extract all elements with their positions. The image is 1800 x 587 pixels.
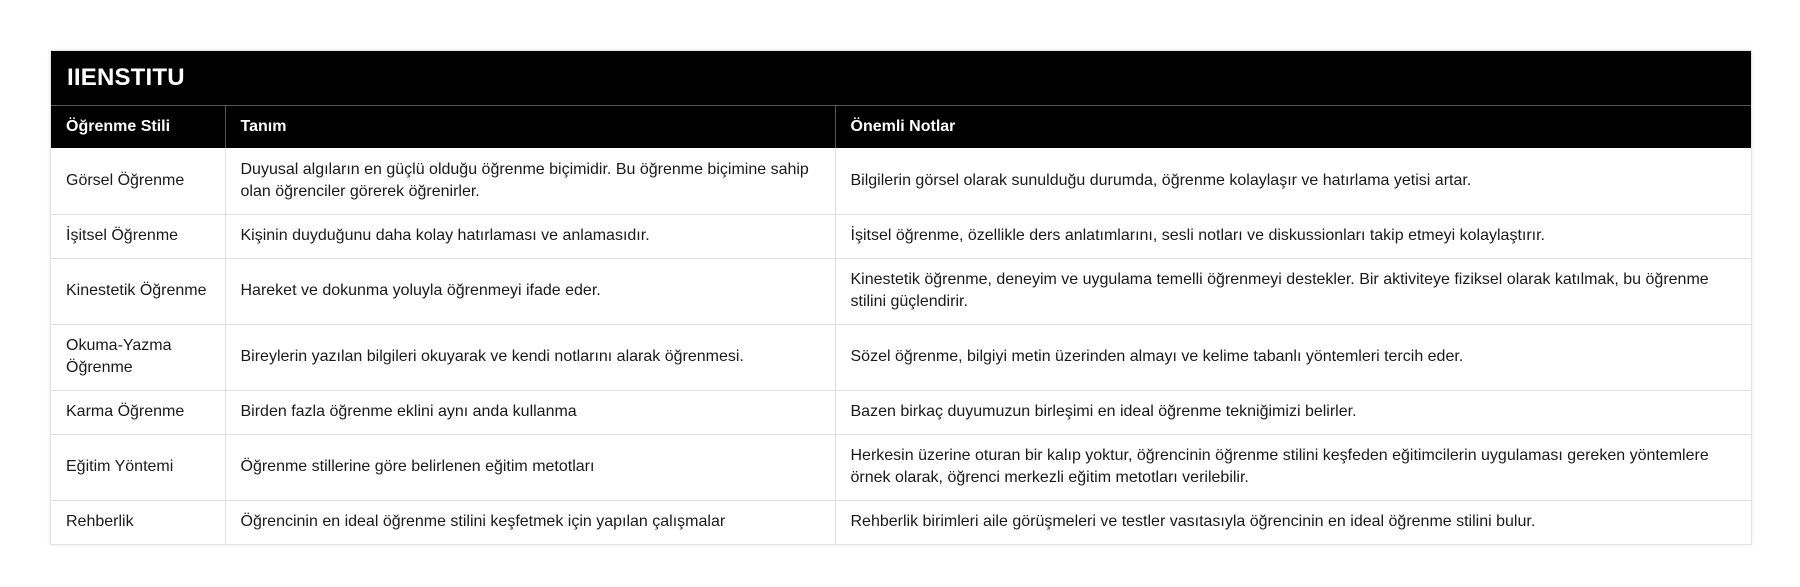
cell-style: Okuma-Yazma Öğrenme — [51, 324, 225, 390]
cell-definition: Birden fazla öğrenme eklini aynı anda kullanma — [225, 390, 835, 434]
table-row — [51, 390, 1751, 434]
cell-style: Rehberlik — [51, 500, 225, 544]
cell-notes: Kinestetik öğrenme, deneyim ve uygulama temelli öğrenmeyi destekler. Bir aktiviteye fiziksel olarak katılmak, bu öğrenme stilini güçlendirir. — [835, 258, 1751, 324]
cell-definition: Öğrenme stillerine göre belirlenen eğitim metotları — [225, 434, 835, 500]
cell-definition: Bireylerin yazılan bilgileri okuyarak ve kendi notlarını alarak öğrenmesi. — [225, 324, 835, 390]
cell-definition: Hareket ve dokunma yoluyla öğrenmeyi ifade eder. — [225, 258, 835, 324]
cell-definition: Kişinin duyduğunu daha kolay hatırlaması ve anlamasıdır. — [225, 214, 835, 258]
learning-styles-table — [51, 106, 1751, 544]
cell-notes: Bilgilerin görsel olarak sunulduğu durumda, öğrenme kolaylaşır ve hatırlama yetisi artar. — [835, 148, 1751, 214]
column-header-style: Öğrenme Stili — [51, 106, 225, 148]
cell-style: İşitsel Öğrenme — [51, 214, 225, 258]
column-header-notes: Önemli Notlar — [835, 106, 1751, 148]
header-row — [51, 106, 1751, 148]
cell-notes: Rehberlik birimleri aile görüşmeleri ve testler vasıtasıyla öğrencinin en ideal öğrenme stilini bulur. — [850, 513, 1536, 531]
table-row — [51, 324, 1751, 390]
cell-notes: Sözel öğrenme, bilgiyi metin üzerinden almayı ve kelime tabanlı yöntemleri tercih eder. — [835, 324, 1751, 390]
cell-style: Kinestetik Öğrenme — [51, 258, 225, 324]
table-row — [51, 214, 1751, 258]
learning-styles-card — [50, 50, 1752, 545]
cell-notes: Bazen birkaç duyumuzun birleşimi en ideal öğrenme tekniğimizi belirler. — [835, 390, 1751, 434]
cell-definition: Duyusal algıların en güçlü olduğu öğrenme biçimidir. Bu öğrenme biçimine sahip olan öğrenciler görerek öğrenirler. — [225, 148, 835, 214]
cell-style: Karma Öğrenme — [51, 390, 225, 434]
table-row — [51, 500, 1751, 544]
column-header-definition: Tanım — [225, 106, 835, 148]
cell-notes: Herkesin üzerine oturan bir kalıp yoktur, öğrencinin öğrenme stilini keşfeden eğitimcilerin uygulaması gereken yöntemlere örnek olarak, öğrenci merkezli eğitim metotları verilebilir. — [835, 434, 1751, 500]
table-row — [51, 434, 1751, 500]
table-row — [51, 258, 1751, 324]
brand-title: IIENSTITU — [51, 51, 1751, 106]
cell-definition: Öğrencinin en ideal öğrenme stilini keşfetmek için yapılan çalışmalar — [225, 500, 835, 544]
cell-notes: İşitsel öğrenme, özellikle ders anlatımlarını, sesli notları ve diskussionları takip etmeyi kolaylaştırır. — [835, 214, 1751, 258]
table-header — [51, 106, 1751, 148]
cell-style: Eğitim Yöntemi — [51, 434, 225, 500]
table-row — [51, 148, 1751, 214]
table-body — [51, 148, 1751, 544]
cell-style: Görsel Öğrenme — [51, 148, 225, 214]
